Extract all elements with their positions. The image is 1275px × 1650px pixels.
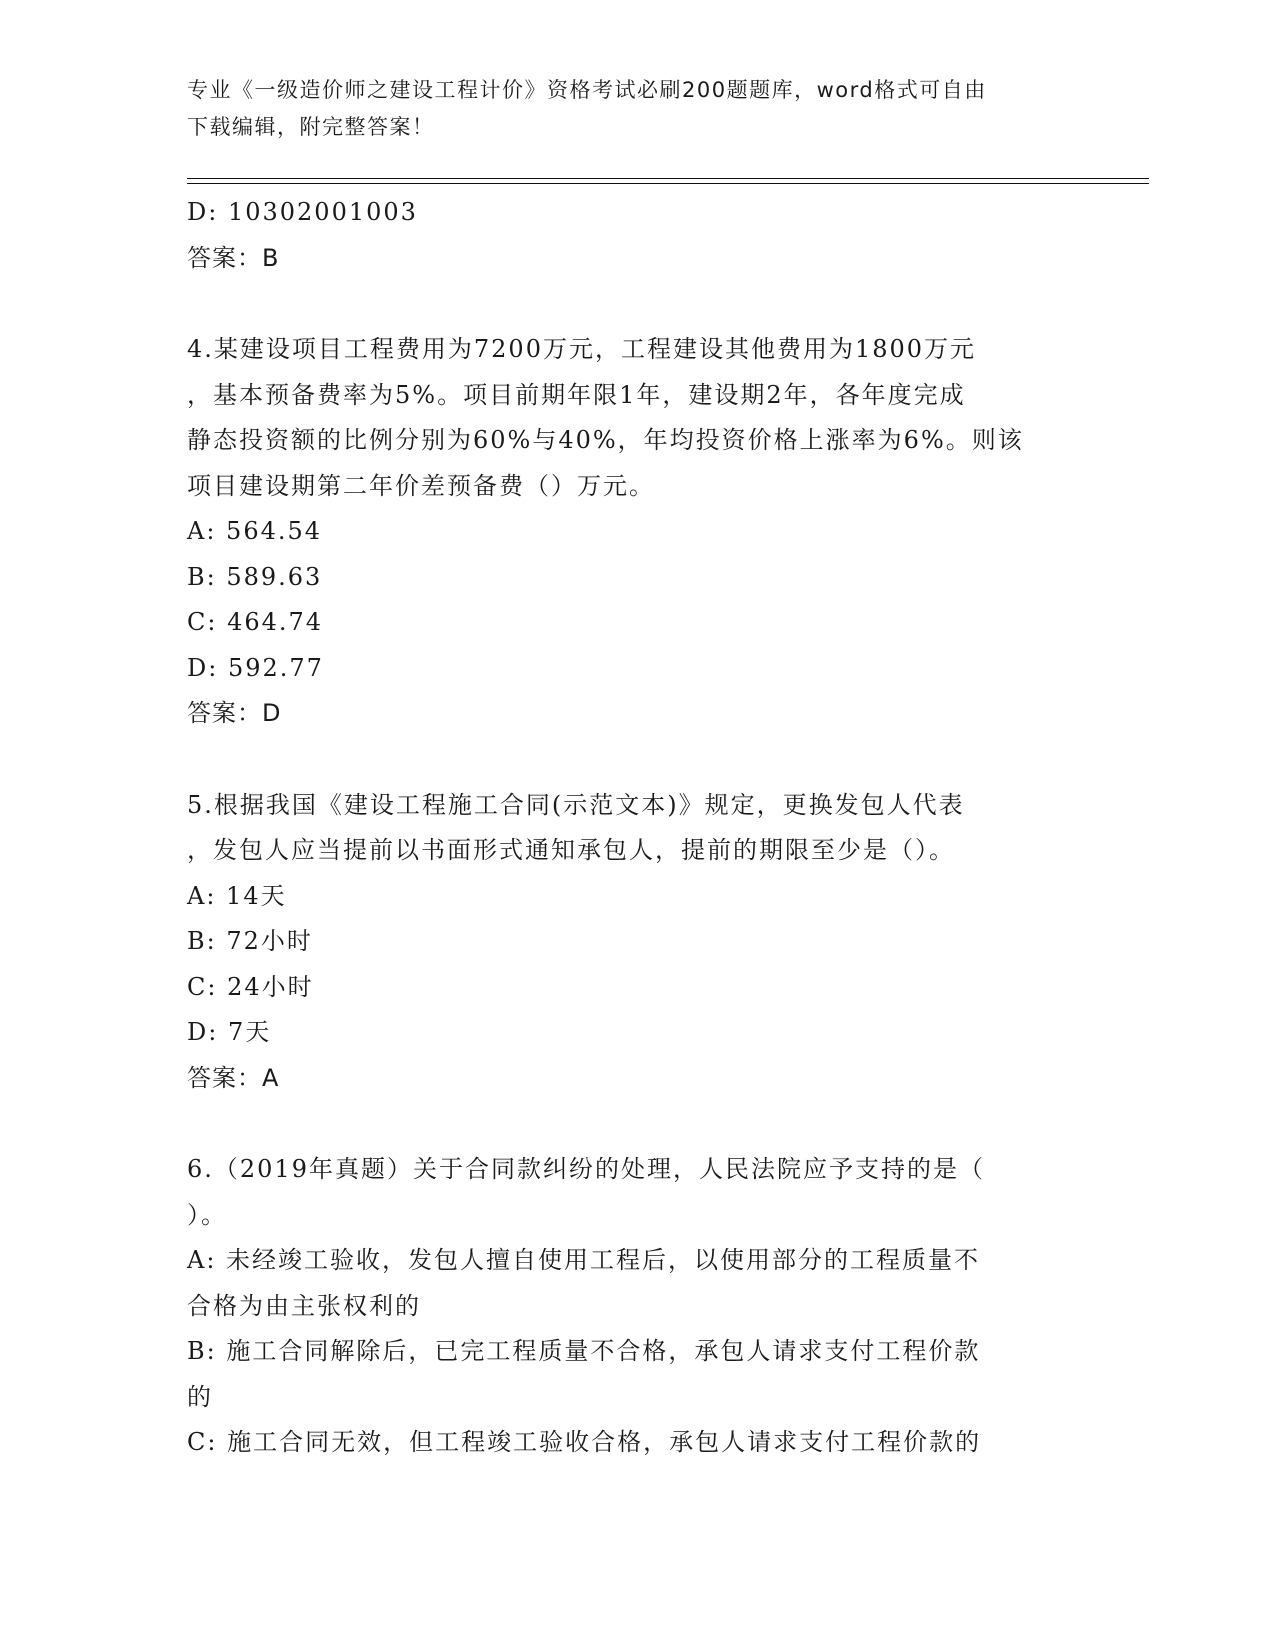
option-a: A: 564.54 — [187, 517, 323, 545]
option-d: D: 10302001003 — [187, 198, 418, 226]
document-header — [187, 72, 1087, 146]
option-b-line: 的 — [187, 1382, 213, 1411]
option-c-line: C: 施工合同无效，但工程竣工验收合格，承包人请求支付工程价款的 — [187, 1428, 982, 1456]
question-6 — [187, 1147, 1087, 1466]
option-a-line: A: 未经竣工验收，发包人擅自使用工程后，以使用部分的工程质量不 — [187, 1246, 981, 1274]
question-5 — [187, 783, 1087, 1102]
question-text-line: 4.某建设项目工程费用为7200万元，工程建设其他费用为1800万元 — [187, 335, 977, 363]
header-divider-top — [187, 178, 1149, 179]
answer: 答案：A — [187, 1063, 280, 1092]
option-d: D: 592.77 — [187, 653, 324, 682]
header-title-line-1: 专业《一级造价师之建设工程计价》资格考试必刷200题题库，word格式可自由 — [187, 78, 987, 102]
option-b-line: B: 施工合同解除后，已完工程质量不合格，承包人请求支付工程价款 — [187, 1337, 981, 1365]
question-content — [187, 190, 1087, 1466]
question-text-line: 6.（2019年真题）关于合同款纠纷的处理，人民法院应予支持的是（ — [187, 1155, 985, 1183]
option-c: C: 24小时 — [187, 972, 314, 1001]
option-b: B: 589.63 — [187, 562, 323, 591]
question-text-line: 项目建设期第二年价差预备费（）万元。 — [187, 471, 655, 500]
option-b: B: 72小时 — [187, 927, 313, 955]
spacer — [187, 737, 1087, 783]
option-c: C: 464.74 — [187, 608, 324, 636]
header-title-line-2: 下载编辑，附完整答案！ — [187, 115, 435, 139]
question-text-line: ，发包人应当提前以书面形式通知承包人，提前的期限至少是（）。 — [187, 836, 955, 864]
question-text-line: ）。 — [187, 1200, 227, 1229]
option-a-line: 合格为由主张权利的 — [187, 1291, 421, 1320]
question-text-line: 静态投资额的比例分别为60%与40%，年均投资价格上涨率为6%。则该 — [187, 426, 1024, 454]
option-a: A: 14天 — [187, 881, 287, 910]
question-4 — [187, 327, 1087, 737]
spacer — [187, 281, 1087, 327]
header-divider-bottom — [187, 183, 1149, 184]
answer: 答案：B — [187, 243, 280, 272]
question-3-tail — [187, 190, 1087, 281]
answer: 答案：D — [187, 699, 282, 727]
question-text-line: ，基本预备费率为5%。项目前期年限1年，建设期2年，各年度完成 — [187, 380, 966, 409]
spacer — [187, 1101, 1087, 1147]
option-d: D: 7天 — [187, 1018, 272, 1046]
question-text-line: 5.根据我国《建设工程施工合同(示范文本)》规定，更换发包人代表 — [187, 790, 965, 819]
